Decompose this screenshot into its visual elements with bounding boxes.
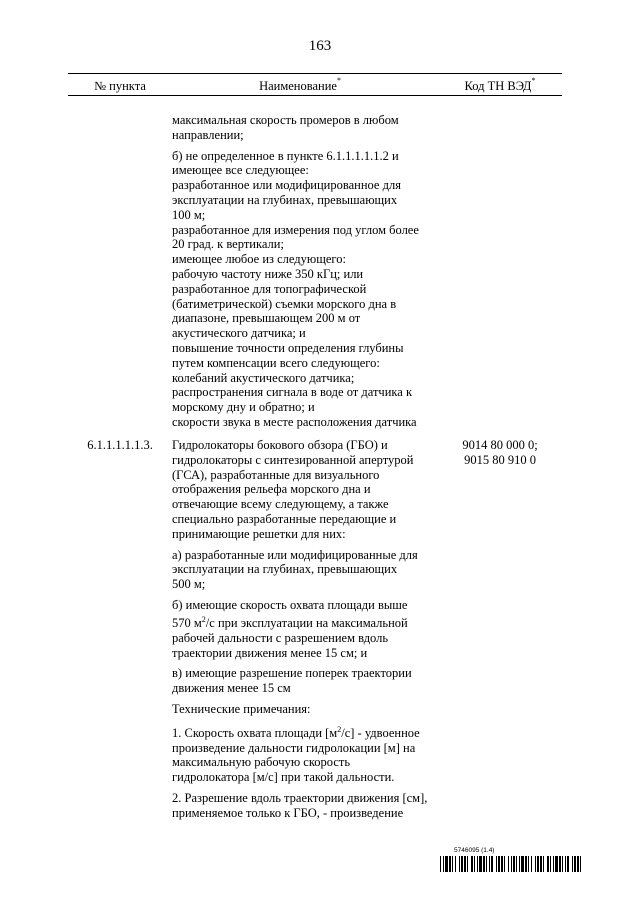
subitem-b: б) имеющие скорость охвата площади выше 570 $м^2/с$ при эксплуатации на максимальной рабочей дальности с разрешением вдоль траектории движения менее 15 см; и — [172, 597, 408, 660]
footnote-mark: * — [531, 76, 536, 85]
paragraph: максимальная скорость промеров в любом направлении; — [172, 113, 399, 142]
continued-block — [172, 113, 428, 436]
footnote-mark: * — [336, 76, 341, 85]
tech-notes-title: Технические примечания: — [172, 701, 311, 716]
item-intro: Гидролокаторы бокового обзора (ГБО) и гидролокаторы с синтезированной апертурой (ГСА), разработанные для визуального отображения рельефа морского дна и отвечающие всему следующему, а также специально разработанные передающие и принимающие решетки для них: — [172, 438, 414, 541]
item-codes — [440, 438, 560, 468]
tnved-code: 9014 80 000 0; — [462, 438, 538, 452]
subitem-c: в) имеющие разрешение поперек траектории движения менее 15 см — [172, 666, 412, 696]
page-number: 163 — [308, 38, 332, 54]
table-header-rule — [68, 95, 562, 96]
tech-note-2: 2. Разрешение вдоль траектории движения [см], применяемое только к ГБО, - произведение — [172, 791, 428, 820]
table-top-rule — [68, 73, 562, 74]
header-col-number: № пункта — [94, 79, 146, 93]
header-col-name: Наименование* — [259, 76, 341, 93]
subitem-a: а) разработанные или модифицированные для эксплуатации на глубинах, превышающих 500 м; — [172, 547, 418, 592]
header-col-code: Код ТН ВЭД* — [464, 76, 536, 93]
item-number: 6.1.1.1.1.1.3. — [87, 438, 153, 452]
barcode-icon — [440, 856, 584, 872]
tech-note-1: 1. Скорость охвата площади $[м^2/с]$ - удвоенное произведение дальности гидролокации [м] на максимальную рабочую скорость гидролокатора [м/с] при такой дальности. — [172, 724, 420, 785]
tnved-code: 9015 80 910 0 — [464, 452, 536, 467]
item-description — [172, 438, 428, 827]
barcode-number: 5746095 (1.4) — [454, 847, 495, 854]
paragraph: б) не определенное в пункте 6.1.1.1.1.1.2 и имеющее все следующее: разработанное или модифицированное для эксплуатации на глубинах, превышающих 100 м; разработанное для измерения под углом более 20 град. к вертикали; имеющее любое из следующего: рабочую частоту ниже 350 кГц; или разработанное для топографической (батиметрической) съемки морского дна в диапазоне, превышающем 200 м от акустического датчика; и повышение точности определения глубины путем компенсации всего следующего: колебаний акустического датчика; распространения сигнала в воде от датчика к морскому дну и обратно; и скорости звука в месте расположения датчика — [172, 148, 419, 429]
